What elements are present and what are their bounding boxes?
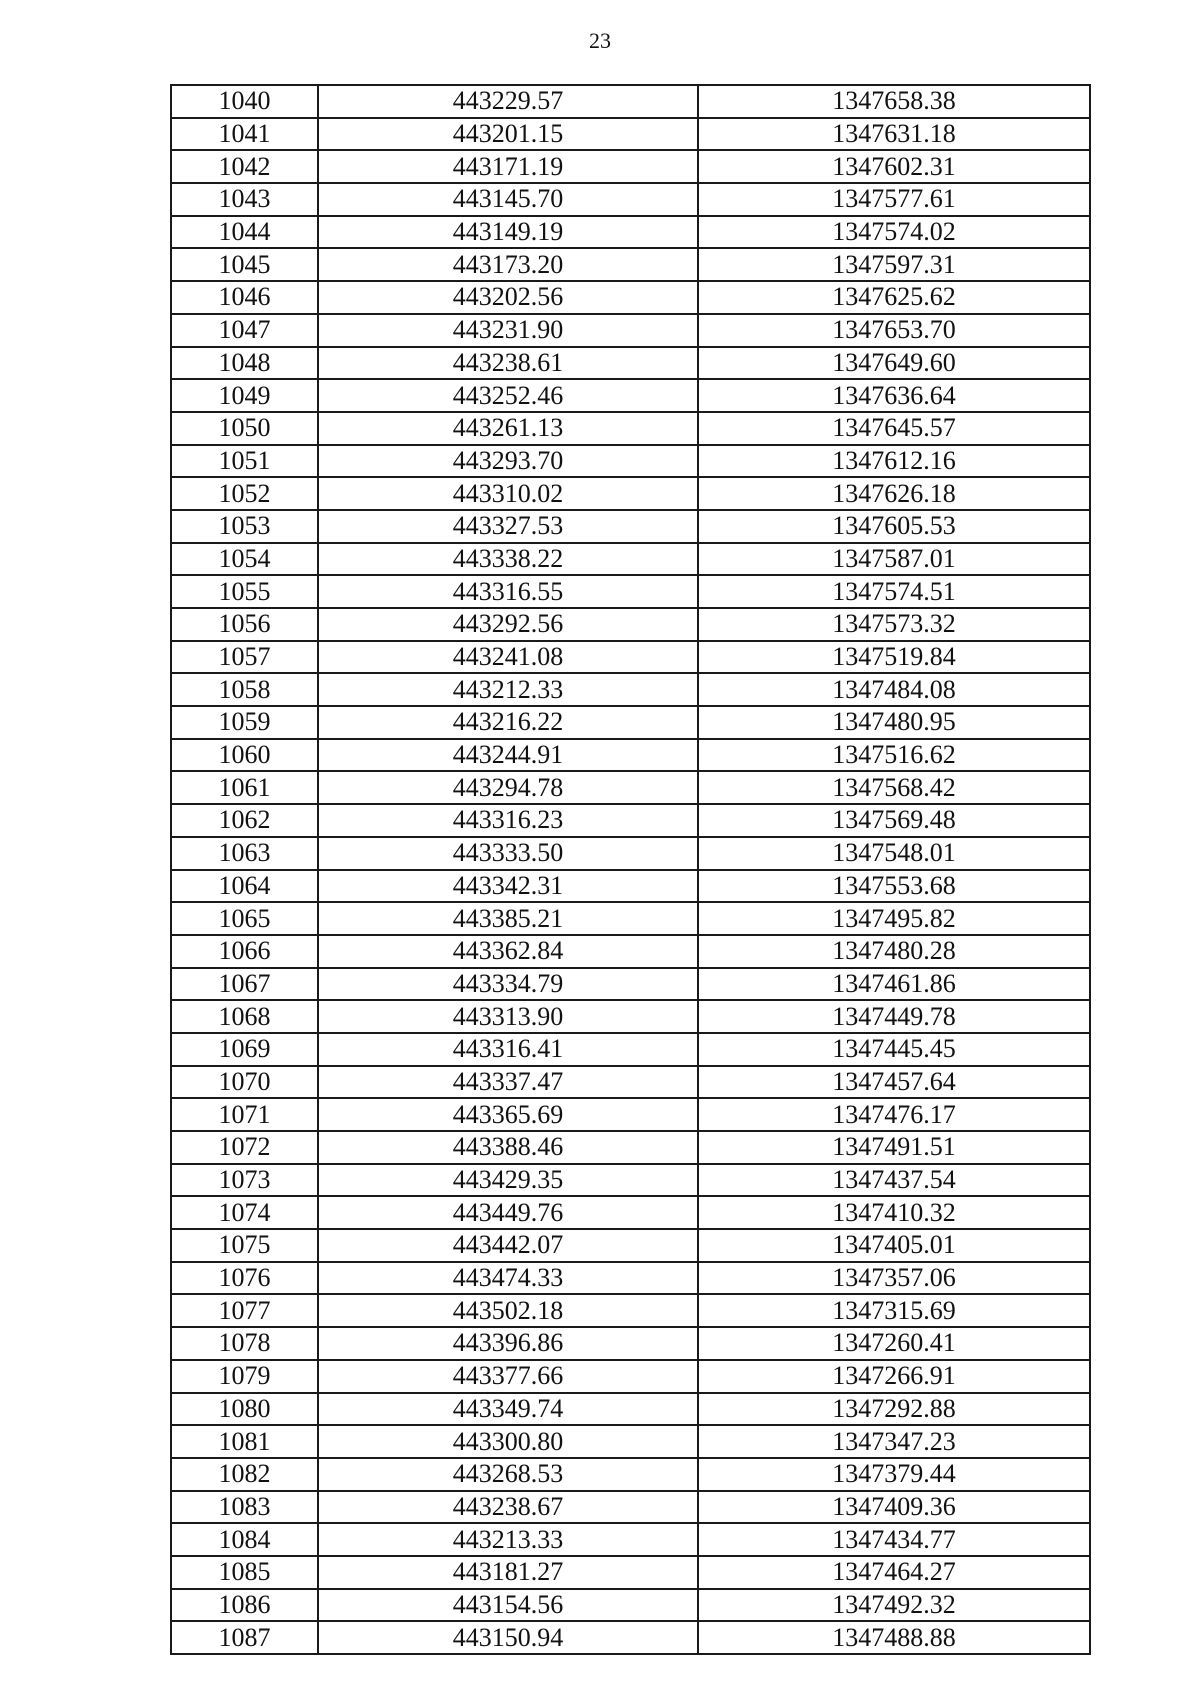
x-coordinate-cell: 443173.20: [318, 248, 698, 281]
y-coordinate-cell: 1347519.84: [698, 641, 1090, 674]
page-number: 23: [589, 28, 611, 53]
x-coordinate-cell: 443181.27: [318, 1556, 698, 1589]
table-row: [171, 85, 1090, 118]
x-coordinate-cell: 443334.79: [318, 968, 698, 1001]
x-coordinate-cell: 443231.90: [318, 314, 698, 347]
point-number-cell: 1073: [171, 1164, 318, 1197]
point-number-cell: 1049: [171, 379, 318, 412]
y-coordinate-cell: 1347480.95: [698, 706, 1090, 739]
x-coordinate-cell: 443145.70: [318, 183, 698, 216]
point-number-cell: 1076: [171, 1262, 318, 1295]
x-coordinate-cell: 443268.53: [318, 1458, 698, 1491]
table-row: [171, 1229, 1090, 1262]
point-number-cell: 1044: [171, 216, 318, 249]
x-coordinate-cell: 443396.86: [318, 1327, 698, 1360]
table-row: [171, 739, 1090, 772]
point-number-cell: 1057: [171, 641, 318, 674]
point-number-cell: 1084: [171, 1523, 318, 1556]
x-coordinate-cell: 443442.07: [318, 1229, 698, 1262]
point-number-cell: 1050: [171, 412, 318, 445]
x-coordinate-cell: 443365.69: [318, 1098, 698, 1131]
point-number-cell: 1040: [171, 85, 318, 118]
point-number-cell: 1085: [171, 1556, 318, 1589]
table-row: [171, 281, 1090, 314]
point-number-cell: 1063: [171, 837, 318, 870]
y-coordinate-cell: 1347491.51: [698, 1131, 1090, 1164]
table-row: [171, 314, 1090, 347]
point-number-cell: 1043: [171, 183, 318, 216]
table-row: [171, 445, 1090, 478]
y-coordinate-cell: 1347260.41: [698, 1327, 1090, 1360]
point-number-cell: 1051: [171, 445, 318, 478]
table-row: [171, 477, 1090, 510]
x-coordinate-cell: 443429.35: [318, 1164, 698, 1197]
x-coordinate-cell: 443229.57: [318, 85, 698, 118]
y-coordinate-cell: 1347573.32: [698, 608, 1090, 641]
x-coordinate-cell: 443293.70: [318, 445, 698, 478]
table-row: [171, 183, 1090, 216]
table-row: [171, 510, 1090, 543]
table-row: [171, 1262, 1090, 1295]
x-coordinate-cell: 443261.13: [318, 412, 698, 445]
coordinates-table: [170, 84, 1091, 1655]
point-number-cell: 1070: [171, 1066, 318, 1099]
x-coordinate-cell: 443316.55: [318, 575, 698, 608]
y-coordinate-cell: 1347457.64: [698, 1066, 1090, 1099]
table-row: [171, 641, 1090, 674]
table-row: [171, 379, 1090, 412]
y-coordinate-cell: 1347568.42: [698, 771, 1090, 804]
y-coordinate-cell: 1347292.88: [698, 1393, 1090, 1426]
x-coordinate-cell: 443252.46: [318, 379, 698, 412]
table-row: [171, 248, 1090, 281]
table-row: [171, 1033, 1090, 1066]
x-coordinate-cell: 443333.50: [318, 837, 698, 870]
y-coordinate-cell: 1347495.82: [698, 902, 1090, 935]
point-number-cell: 1053: [171, 510, 318, 543]
point-number-cell: 1065: [171, 902, 318, 935]
point-number-cell: 1081: [171, 1425, 318, 1458]
table-row: [171, 1294, 1090, 1327]
x-coordinate-cell: 443349.74: [318, 1393, 698, 1426]
x-coordinate-cell: 443149.19: [318, 216, 698, 249]
point-number-cell: 1042: [171, 150, 318, 183]
table-row: [171, 1196, 1090, 1229]
y-coordinate-cell: 1347625.62: [698, 281, 1090, 314]
x-coordinate-cell: 443337.47: [318, 1066, 698, 1099]
point-number-cell: 1082: [171, 1458, 318, 1491]
x-coordinate-cell: 443362.84: [318, 935, 698, 968]
point-number-cell: 1079: [171, 1360, 318, 1393]
x-coordinate-cell: 443300.80: [318, 1425, 698, 1458]
x-coordinate-cell: 443449.76: [318, 1196, 698, 1229]
x-coordinate-cell: 443327.53: [318, 510, 698, 543]
table-row: [171, 412, 1090, 445]
y-coordinate-cell: 1347574.02: [698, 216, 1090, 249]
x-coordinate-cell: 443213.33: [318, 1523, 698, 1556]
table-row: [171, 150, 1090, 183]
y-coordinate-cell: 1347379.44: [698, 1458, 1090, 1491]
x-coordinate-cell: 443316.41: [318, 1033, 698, 1066]
table-row: [171, 1360, 1090, 1393]
point-number-cell: 1064: [171, 870, 318, 903]
x-coordinate-cell: 443316.23: [318, 804, 698, 837]
point-number-cell: 1047: [171, 314, 318, 347]
table-row: [171, 608, 1090, 641]
table-row: [171, 575, 1090, 608]
x-coordinate-cell: 443238.67: [318, 1491, 698, 1524]
y-coordinate-cell: 1347612.16: [698, 445, 1090, 478]
y-coordinate-cell: 1347347.23: [698, 1425, 1090, 1458]
table-row: [171, 1491, 1090, 1524]
y-coordinate-cell: 1347574.51: [698, 575, 1090, 608]
table-row: [171, 1131, 1090, 1164]
y-coordinate-cell: 1347266.91: [698, 1360, 1090, 1393]
table-row: [171, 1621, 1090, 1654]
table-row: [171, 1393, 1090, 1426]
x-coordinate-cell: 443342.31: [318, 870, 698, 903]
table-row: [171, 1098, 1090, 1131]
x-coordinate-cell: 443238.61: [318, 347, 698, 380]
x-coordinate-cell: 443474.33: [318, 1262, 698, 1295]
table-row: [171, 1458, 1090, 1491]
y-coordinate-cell: 1347492.32: [698, 1589, 1090, 1622]
table-row: [171, 837, 1090, 870]
y-coordinate-cell: 1347631.18: [698, 118, 1090, 151]
table-row: [171, 1066, 1090, 1099]
x-coordinate-cell: 443244.91: [318, 739, 698, 772]
point-number-cell: 1066: [171, 935, 318, 968]
y-coordinate-cell: 1347357.06: [698, 1262, 1090, 1295]
point-number-cell: 1058: [171, 673, 318, 706]
x-coordinate-cell: 443154.56: [318, 1589, 698, 1622]
x-coordinate-cell: 443241.08: [318, 641, 698, 674]
point-number-cell: 1087: [171, 1621, 318, 1654]
point-number-cell: 1045: [171, 248, 318, 281]
x-coordinate-cell: 443294.78: [318, 771, 698, 804]
point-number-cell: 1059: [171, 706, 318, 739]
point-number-cell: 1061: [171, 771, 318, 804]
y-coordinate-cell: 1347597.31: [698, 248, 1090, 281]
x-coordinate-cell: 443201.15: [318, 118, 698, 151]
point-number-cell: 1072: [171, 1131, 318, 1164]
table-row: [171, 673, 1090, 706]
y-coordinate-cell: 1347488.88: [698, 1621, 1090, 1654]
point-number-cell: 1046: [171, 281, 318, 314]
y-coordinate-cell: 1347461.86: [698, 968, 1090, 1001]
point-number-cell: 1062: [171, 804, 318, 837]
x-coordinate-cell: 443202.56: [318, 281, 698, 314]
y-coordinate-cell: 1347315.69: [698, 1294, 1090, 1327]
y-coordinate-cell: 1347464.27: [698, 1556, 1090, 1589]
y-coordinate-cell: 1347449.78: [698, 1000, 1090, 1033]
y-coordinate-cell: 1347405.01: [698, 1229, 1090, 1262]
y-coordinate-cell: 1347658.38: [698, 85, 1090, 118]
y-coordinate-cell: 1347577.61: [698, 183, 1090, 216]
y-coordinate-cell: 1347569.48: [698, 804, 1090, 837]
y-coordinate-cell: 1347587.01: [698, 543, 1090, 576]
y-coordinate-cell: 1347645.57: [698, 412, 1090, 445]
y-coordinate-cell: 1347409.36: [698, 1491, 1090, 1524]
table-row: [171, 706, 1090, 739]
point-number-cell: 1077: [171, 1294, 318, 1327]
x-coordinate-cell: 443388.46: [318, 1131, 698, 1164]
table-row: [171, 935, 1090, 968]
x-coordinate-cell: 443385.21: [318, 902, 698, 935]
x-coordinate-cell: 443216.22: [318, 706, 698, 739]
y-coordinate-cell: 1347476.17: [698, 1098, 1090, 1131]
table-row: [171, 543, 1090, 576]
y-coordinate-cell: 1347602.31: [698, 150, 1090, 183]
y-coordinate-cell: 1347410.32: [698, 1196, 1090, 1229]
point-number-cell: 1041: [171, 118, 318, 151]
table-row: [171, 771, 1090, 804]
point-number-cell: 1052: [171, 477, 318, 510]
table-row: [171, 1589, 1090, 1622]
table-row: [171, 1425, 1090, 1458]
table-row: [171, 118, 1090, 151]
point-number-cell: 1060: [171, 739, 318, 772]
x-coordinate-cell: 443338.22: [318, 543, 698, 576]
y-coordinate-cell: 1347553.68: [698, 870, 1090, 903]
table-row: [171, 902, 1090, 935]
x-coordinate-cell: 443171.19: [318, 150, 698, 183]
point-number-cell: 1086: [171, 1589, 318, 1622]
y-coordinate-cell: 1347653.70: [698, 314, 1090, 347]
point-number-cell: 1080: [171, 1393, 318, 1426]
y-coordinate-cell: 1347445.45: [698, 1033, 1090, 1066]
point-number-cell: 1074: [171, 1196, 318, 1229]
table-row: [171, 870, 1090, 903]
table-row: [171, 347, 1090, 380]
x-coordinate-cell: 443310.02: [318, 477, 698, 510]
table-row: [171, 1327, 1090, 1360]
y-coordinate-cell: 1347437.54: [698, 1164, 1090, 1197]
point-number-cell: 1054: [171, 543, 318, 576]
x-coordinate-cell: 443313.90: [318, 1000, 698, 1033]
y-coordinate-cell: 1347480.28: [698, 935, 1090, 968]
x-coordinate-cell: 443502.18: [318, 1294, 698, 1327]
point-number-cell: 1075: [171, 1229, 318, 1262]
table-row: [171, 1000, 1090, 1033]
table-row: [171, 804, 1090, 837]
point-number-cell: 1068: [171, 1000, 318, 1033]
point-number-cell: 1067: [171, 968, 318, 1001]
point-number-cell: 1048: [171, 347, 318, 380]
x-coordinate-cell: 443377.66: [318, 1360, 698, 1393]
y-coordinate-cell: 1347605.53: [698, 510, 1090, 543]
point-number-cell: 1069: [171, 1033, 318, 1066]
y-coordinate-cell: 1347434.77: [698, 1523, 1090, 1556]
x-coordinate-cell: 443292.56: [318, 608, 698, 641]
y-coordinate-cell: 1347516.62: [698, 739, 1090, 772]
point-number-cell: 1078: [171, 1327, 318, 1360]
x-coordinate-cell: 443150.94: [318, 1621, 698, 1654]
table-row: [171, 1523, 1090, 1556]
point-number-cell: 1056: [171, 608, 318, 641]
y-coordinate-cell: 1347649.60: [698, 347, 1090, 380]
point-number-cell: 1071: [171, 1098, 318, 1131]
point-number-cell: 1083: [171, 1491, 318, 1524]
y-coordinate-cell: 1347626.18: [698, 477, 1090, 510]
y-coordinate-cell: 1347636.64: [698, 379, 1090, 412]
table-row: [171, 1164, 1090, 1197]
y-coordinate-cell: 1347484.08: [698, 673, 1090, 706]
coordinates-table-body: [171, 85, 1090, 1654]
x-coordinate-cell: 443212.33: [318, 673, 698, 706]
point-number-cell: 1055: [171, 575, 318, 608]
table-row: [171, 1556, 1090, 1589]
y-coordinate-cell: 1347548.01: [698, 837, 1090, 870]
table-row: [171, 968, 1090, 1001]
table-row: [171, 216, 1090, 249]
